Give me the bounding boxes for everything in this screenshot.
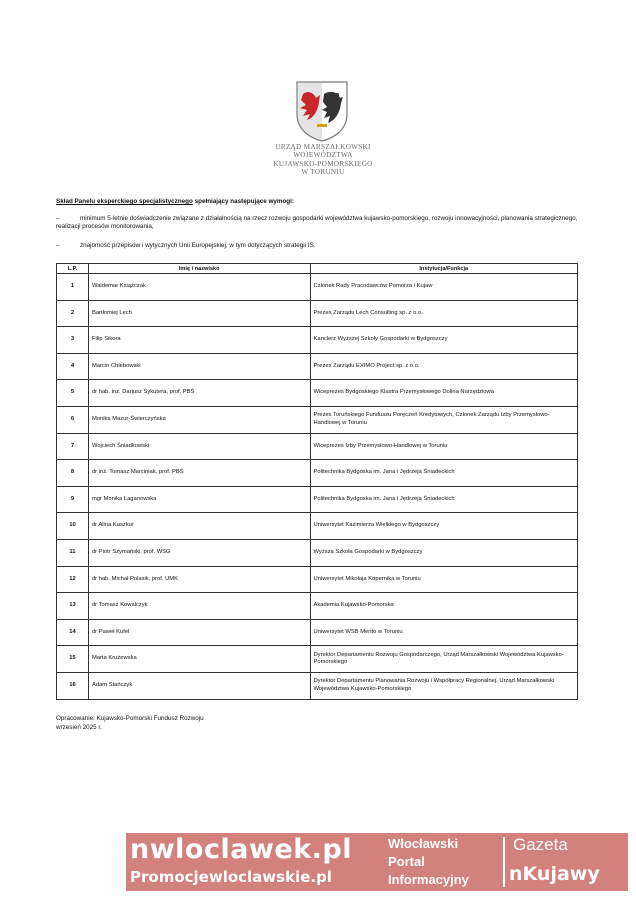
- row-lp: 6: [57, 406, 89, 433]
- banner-site-secondary[interactable]: Promocjewloclawskie.pl: [130, 868, 332, 886]
- row-lp: 5: [57, 380, 89, 407]
- requirement-item: [56, 215, 586, 232]
- row-institution: Członek Rady Pracodawców Pomorza i Kujaw: [310, 274, 578, 301]
- row-name: Wojciech Śniadkowski: [88, 433, 310, 460]
- row-lp: 13: [57, 593, 89, 620]
- row-name: Waldemar Książczak: [88, 274, 310, 301]
- row-name: dr hab. Michał Polasik, prof. UMK: [88, 566, 310, 593]
- table-row: [57, 380, 578, 407]
- table-row: [57, 274, 578, 301]
- row-institution: Politechnika Bydgoska im. Jana i Jędrzeja Śniadeckich: [310, 460, 578, 487]
- table-header-row: [57, 264, 578, 274]
- list-dash: –: [56, 215, 60, 222]
- row-lp: 8: [57, 460, 89, 487]
- header-lp: L.P.: [57, 264, 89, 274]
- row-name: dr Alina Kaszkur: [88, 513, 310, 540]
- row-institution: Kanclerz Wyższej Szkoły Gospodarki w Bydgoszczy: [310, 327, 578, 354]
- panel-members-table: [56, 263, 578, 700]
- header-name: Imię i nazwisko: [88, 264, 310, 274]
- portal-line: Informacyjny: [388, 872, 469, 887]
- heading-underlined: Skład Panelu eksperckiego specjalistycznego: [56, 198, 193, 205]
- table-row: [57, 646, 578, 673]
- row-name: Adam Stańczyk: [88, 672, 310, 699]
- institution-line: KUJAWSKO-POMORSKIEGO: [273, 159, 373, 168]
- row-lp: 9: [57, 486, 89, 513]
- row-name: Filip Sikora: [88, 327, 310, 354]
- row-institution: Uniwersytet Mikołaja Kopernika w Toruniu: [310, 566, 578, 593]
- section-heading: [56, 198, 586, 206]
- row-institution: Wiceprezes Bydgoskiego Klastra Przemysłowego Dolina Narzędziowa: [310, 380, 578, 407]
- header-institution: Instytucja/Funkcja: [310, 264, 578, 274]
- table-row: [57, 486, 578, 513]
- row-lp: 2: [57, 300, 89, 327]
- row-name: dr Piotr Szymański, prof. WSG: [88, 539, 310, 566]
- banner-nkujawy-label: nKujawy: [509, 863, 600, 885]
- row-institution: Uniwersytet Kazimierza Wielkiego w Bydgoszczy: [310, 513, 578, 540]
- row-institution: Prezes Zarządu Lech Consulting sp. z o.o.: [310, 300, 578, 327]
- row-institution: Dyrektor Departamentu Rozwoju Gospodarczego, Urząd Marszałkowski Województwa Kujawsko-Pomorskiego: [310, 646, 578, 673]
- row-name: dr Paweł Kufel: [88, 619, 310, 646]
- row-lp: 3: [57, 327, 89, 354]
- row-institution: Dyrektor Departamentu Planowania Rozwoju i Współpracy Regionalnej, Urząd Marszałkowski Województwa Kujawsko-Pomorskiego: [310, 672, 578, 699]
- row-institution: Prezes Toruńskiego Funduszu Poręczeń Kredytowych, Członek Zarządu Izby Przemysłowo-Handlowej w Toruniu: [310, 406, 578, 433]
- banner-portal-label: [388, 835, 469, 889]
- row-lp: 12: [57, 566, 89, 593]
- list-dash: –: [56, 242, 60, 249]
- portal-line: Włocławski: [388, 836, 459, 851]
- requirement-text: minimum 5-letnie doświadczenie związane z działalnością na rzecz rozwoju gospodarki województwa kujawsko-pomorskiego, rozwoju innowacyjności, planowania strategicznego, realizacji procesów monitorowania,: [56, 215, 578, 231]
- row-name: Bartłomiej Lech: [88, 300, 310, 327]
- table-row: [57, 353, 578, 380]
- row-institution: Wiceprezes Izby Przemysłowo-Handlowej w Toruniu: [310, 433, 578, 460]
- institution-line: URZĄD MARSZAŁKOWSKI: [275, 143, 371, 151]
- portal-line: Portal: [388, 854, 425, 869]
- table-row: [57, 619, 578, 646]
- row-institution: Wyższa Szkoła Gospodarki w Bydgoszczy: [310, 539, 578, 566]
- table-body: [57, 274, 578, 700]
- row-lp: 1: [57, 274, 89, 301]
- row-name: dr inż. Tomasz Marciniak, prof. PBŚ: [88, 460, 310, 487]
- row-lp: 16: [57, 672, 89, 699]
- requirement-item: [56, 242, 586, 250]
- news-banner[interactable]: [126, 833, 628, 891]
- row-name: dr Tomasz Kowalczyk: [88, 593, 310, 620]
- institution-name: [218, 143, 428, 176]
- requirement-text: znajomość przepisów i wytycznych Unii Europejskiej, w tym dotyczących strategii IS.: [80, 242, 316, 249]
- table-row: [57, 433, 578, 460]
- institution-line: W TORUNIU: [301, 167, 345, 176]
- banner-site-name[interactable]: nwloclawek.pl: [130, 834, 352, 865]
- row-institution: Akademia Kujawsko-Pomorska: [310, 593, 578, 620]
- table-row: [57, 539, 578, 566]
- row-name: dr hab. inż. Dariusz Sykutera, prof. PBŚ: [88, 380, 310, 407]
- table-row: [57, 300, 578, 327]
- row-lp: 14: [57, 619, 89, 646]
- prepared-by: Opracowanie: Kujawsko-Pomorski Fundusz Rozwoju: [56, 715, 204, 722]
- table-row: [57, 460, 578, 487]
- row-institution: Politechnika Bydgoska im. Jana i Jędrzeja Śniadeckich: [310, 486, 578, 513]
- row-lp: 7: [57, 433, 89, 460]
- row-institution: Uniwersytet WSB Merito w Toruniu: [310, 619, 578, 646]
- table-row: [57, 593, 578, 620]
- table-row: [57, 327, 578, 354]
- row-lp: 4: [57, 353, 89, 380]
- row-lp: 11: [57, 539, 89, 566]
- banner-gazeta-label: Gazeta: [513, 835, 568, 854]
- document-date: wrzesień 2025 r.: [56, 724, 102, 732]
- table-row: [57, 513, 578, 540]
- heading-rest: spełniający następujące wymogi:: [192, 198, 294, 205]
- row-name: mgr Monika Łaganowska: [88, 486, 310, 513]
- row-name: Marta Krużewska: [88, 646, 310, 673]
- table-row: [57, 566, 578, 593]
- table-row: [57, 672, 578, 699]
- table-row: [57, 406, 578, 433]
- row-lp: 10: [57, 513, 89, 540]
- row-name: Monika Mazur-Świerczyńska: [88, 406, 310, 433]
- banner-divider: [503, 837, 505, 887]
- coat-of-arms-logo: [294, 80, 350, 142]
- footer-note: [56, 714, 204, 733]
- institution-line: WOJEWÓDZTWA: [293, 151, 353, 160]
- row-lp: 15: [57, 646, 89, 673]
- row-institution: Prezes Zarządu EXIMO Project sp. z o.o.: [310, 353, 578, 380]
- row-name: Marcin Chlebowski: [88, 353, 310, 380]
